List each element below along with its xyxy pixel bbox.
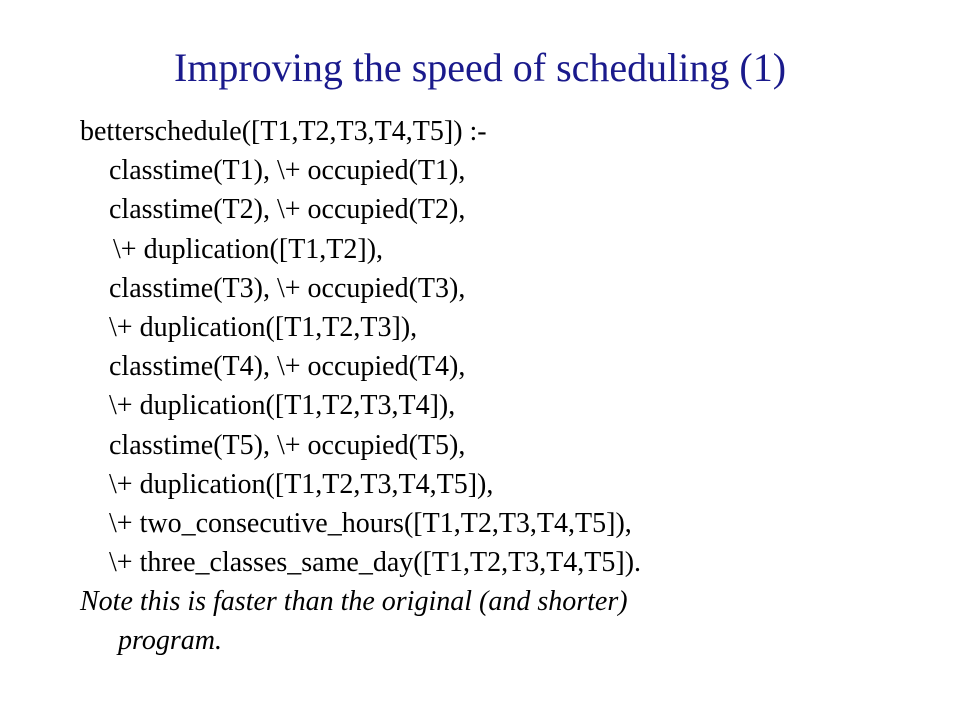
code-line-two-consecutive-hours: \+ two_consecutive_hours([T1,T2,T3,T4,T5]),	[109, 507, 632, 539]
slide-title: Improving the speed of scheduling (1)	[173, 45, 787, 90]
code-line-head: betterschedule([T1,T2,T3,T4,T5]) :-	[80, 116, 487, 147]
code-line-duplication-4: \+ duplication([T1,T2,T3,T4]),	[109, 390, 456, 422]
note-line-continued: program.	[118, 625, 222, 657]
slide-body	[80, 112, 940, 661]
code-line-duplication-5: \+ duplication([T1,T2,T3,T4,T5]),	[109, 468, 494, 500]
code-line-classtime-t2: classtime(T2), \+ occupied(T2),	[109, 194, 466, 226]
note-line: Note this is faster than the original (and shorter)	[80, 586, 628, 618]
code-line-classtime-t4: classtime(T4), \+ occupied(T4),	[109, 351, 466, 383]
code-line-classtime-t1: classtime(T1), \+ occupied(T1),	[109, 155, 466, 187]
code-line-three-classes-same-day: \+ three_classes_same_day([T1,T2,T3,T4,T5]).	[109, 547, 642, 579]
code-line-classtime-t3: classtime(T3), \+ occupied(T3),	[109, 272, 466, 304]
code-line-classtime-t5: classtime(T5), \+ occupied(T5),	[109, 429, 466, 461]
code-line-duplication-3: \+ duplication([T1,T2,T3]),	[109, 311, 418, 343]
code-line-duplication-2: \+ duplication([T1,T2]),	[113, 233, 384, 265]
